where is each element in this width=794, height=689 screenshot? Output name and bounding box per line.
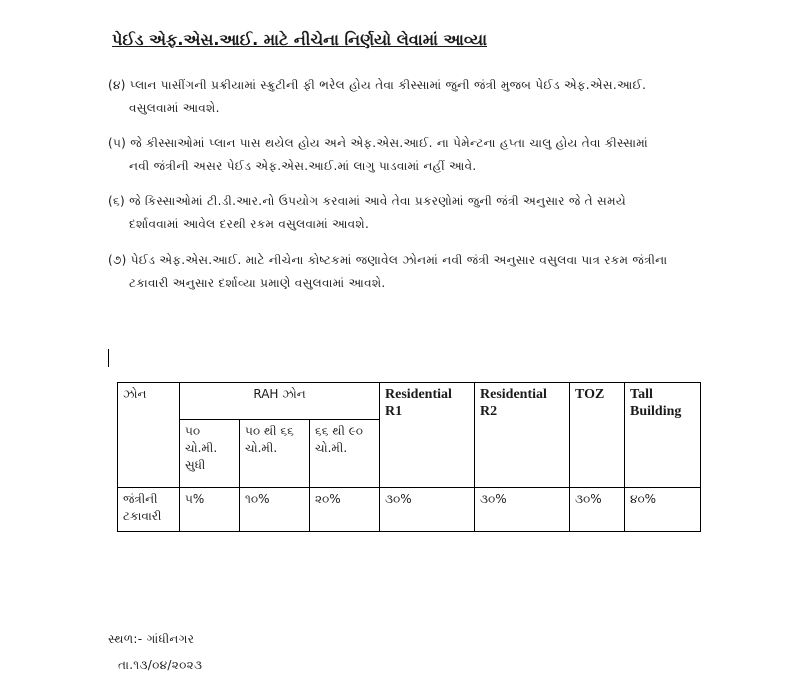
footer-place: સ્થળ:- ગાંધીનગર: [108, 632, 195, 646]
text-cursor: [108, 349, 109, 367]
value-r1: ૩૦%: [385, 492, 412, 506]
toz-header-cell: [570, 383, 625, 488]
rah-sub-col-3: [310, 420, 380, 488]
paragraph-5-line1: (૫) જે કીસ્સાઓમાં પ્લાન પાસ થયેલ હોય અને એફ.એસ.આઈ. ના પેમેન્ટના હપ્તા ચાલુ હોય તેવા કીસ્સામાં: [108, 136, 648, 150]
paragraph-4-line1: (૪) પ્લાન પાસીંગની પ્રક્રીયામાં સ્ક્રુટીની ફી ભરેલ હોય તેવા કીસ્સામાં જુની જંત્રી મુજબ પેઈડ એફ.એસ.આઈ.: [108, 78, 647, 92]
value-cell: [380, 488, 475, 532]
document-heading: પેઈડ એફ.એસ.આઈ. માટે નીચેના નિર્ણયો લેવામાં આવ્યા: [112, 30, 488, 49]
zone-header-label: ઝોન: [123, 387, 147, 401]
row-label: જંત્રીની ટકાવારી: [123, 492, 162, 523]
zone-header-cell: [118, 383, 180, 488]
paragraph-6-line2: દર્શાવવામાં આવેલ દરથી રકમ વસુલવામાં આવશે.: [129, 217, 370, 231]
r2-header-cell: [475, 383, 570, 488]
value-rah-66-90: ૨૦%: [315, 492, 341, 506]
value-rah-50: ૫%: [185, 492, 205, 506]
tall-header-cell: [625, 383, 701, 488]
value-cell: [240, 488, 310, 532]
rah-sub-col-2: [240, 420, 310, 488]
rah-header-label: RAH ઝોન: [253, 387, 306, 401]
paragraph-6: [108, 190, 698, 236]
value-cell: [180, 488, 240, 532]
row-label-cell: [118, 488, 180, 532]
paragraph-7-line1: (૭) પેઈડ એફ.એસ.આઈ. માટે નીચેના કોષ્ટકમાં જણાવેલ ઝોનમાં નવી જંત્રી અનુસાર વસુલવા પાત્ર રકમ જંત્રીના: [108, 253, 668, 267]
paragraph-6-line1: (૬) જે કિસ્સાઓમાં ટી.ડી.આર.નો ઉપયોગ કરવામાં આવે તેવા પ્રકરણોમાં જુની જંત્રી અનુસાર જે તે સમયે: [108, 194, 626, 208]
rah-sub-col-1: [180, 420, 240, 488]
paragraph-5: [108, 132, 698, 178]
rah-header-cell: [180, 383, 380, 420]
value-cell: [625, 488, 701, 532]
value-r2: ૩૦%: [480, 492, 507, 506]
toz-header-label: TOZ: [575, 387, 605, 402]
footer-date: તા.૧૩/૦૪/૨૦૨૩: [118, 658, 203, 672]
r1-header-label: Residential R1: [385, 387, 452, 419]
paragraph-4: [108, 74, 698, 120]
value-cell: [570, 488, 625, 532]
value-rah-50-66: ૧૦%: [245, 492, 270, 506]
paragraph-7: [108, 249, 698, 295]
value-cell: [475, 488, 570, 532]
r2-header-label: Residential R2: [480, 387, 547, 419]
tall-header-label: Tall Building: [630, 387, 682, 419]
paragraph-5-line2: નવી જંત્રીની અસર પેઈડ એફ.એસ.આઈ.માં લાગુ પાડવામાં નહીં આવે.: [129, 159, 477, 173]
rah-sub-label-3: ૬૬ થી ૯૦ ચો.મી.: [315, 424, 364, 455]
value-tall: ૪૦%: [630, 492, 657, 506]
paragraph-4-line2: વસુલવામાં આવશે.: [129, 101, 220, 115]
value-cell: [310, 488, 380, 532]
rah-sub-label-2: ૫૦ થી ૬૬ ચો.મી.: [245, 424, 294, 455]
fsi-rate-table: [117, 382, 701, 532]
paragraph-7-line2: ટકાવારી અનુસાર દર્શાવ્યા પ્રમાણે વસુલવામાં આવશે.: [129, 276, 386, 290]
rah-sub-label-1: ૫૦ ચો.મી. સુધી: [185, 424, 218, 472]
r1-header-cell: [380, 383, 475, 488]
value-toz: ૩૦%: [575, 492, 602, 506]
